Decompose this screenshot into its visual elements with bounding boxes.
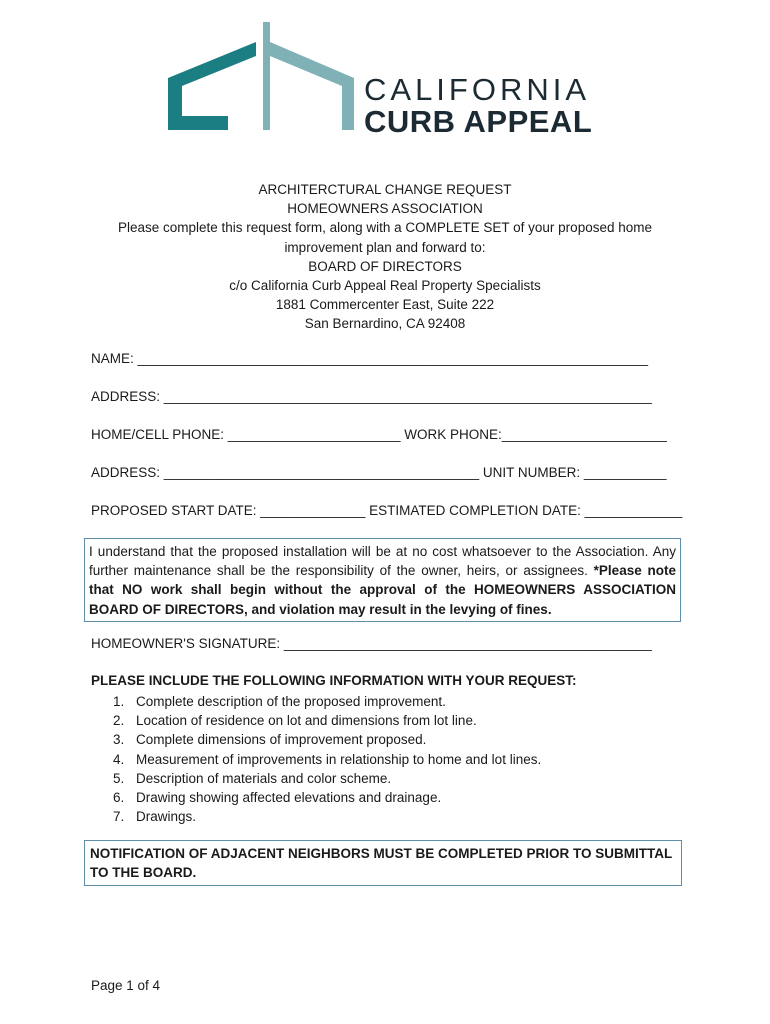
list-item-number: 1.	[113, 694, 125, 709]
form-subtitle: HOMEOWNERS ASSOCIATION	[287, 201, 483, 217]
recipient-company: c/o California Curb Appeal Real Property Specialists	[229, 278, 541, 294]
logo-text-line2: CURB APPEAL	[364, 104, 593, 139]
house-logo-icon	[168, 18, 358, 138]
list-item-number: 2.	[113, 713, 125, 729]
company-logo	[168, 18, 608, 138]
list-item-number: 4.	[113, 751, 125, 767]
neighbors-notice-box: NOTIFICATION OF ADJACENT NEIGHBORS MUST BE COMPLETED PRIOR TO SUBMITTAL TO THE BOARD.	[84, 840, 682, 886]
logo-text-line1: CALIFORNIA	[364, 72, 591, 107]
list-item	[91, 769, 541, 788]
list-item	[91, 788, 541, 807]
list-item-number: 3.	[113, 732, 125, 748]
form-header	[60, 180, 710, 334]
page-number: Page 1 of 4	[91, 978, 161, 993]
list-item	[91, 730, 541, 749]
list-item	[91, 750, 541, 769]
cost-notice-text: I understand that the proposed installation will be at no cost whatsoever to the Association. Any further maintenance shall be the responsibility of the owner, heirs, or assignees.	[89, 544, 676, 579]
cost-notice-box	[84, 538, 681, 622]
list-item-number: 5.	[113, 770, 125, 786]
list-item-text: Complete dimensions of improvement proposed.	[136, 732, 427, 748]
list-item-text: Drawing showing affected elevations and drainage.	[136, 790, 442, 806]
address-unit-fields[interactable]: ADDRESS: __________________________________________ UNIT NUMBER: ___________	[91, 465, 667, 480]
list-item-text: Description of materials and color scheme.	[136, 770, 392, 786]
requirements-title: PLEASE INCLUDE THE FOLLOWING INFORMATION WITH YOUR REQUEST:	[91, 673, 577, 688]
date-fields[interactable]: PROPOSED START DATE: ______________ ESTIMATED COMPLETION DATE: _____________	[91, 503, 683, 518]
address-field[interactable]: ADDRESS: _________________________________________________________________	[91, 389, 652, 404]
list-item-number: 7.	[113, 809, 125, 825]
list-item-text: Location of residence on lot and dimensions from lot line.	[136, 713, 477, 729]
recipient-city: San Bernardino, CA 92408	[304, 316, 466, 332]
list-item-text: Drawings.	[136, 809, 197, 825]
recipient-board: BOARD OF DIRECTORS	[308, 258, 462, 274]
list-item	[91, 692, 541, 711]
name-field[interactable]: NAME: ____________________________________________________________________	[91, 351, 649, 366]
list-item-text: Measurement of improvements in relationship to home and lot lines.	[136, 751, 542, 767]
phone-fields[interactable]: HOME/CELL PHONE: _______________________ WORK PHONE:______________________	[91, 427, 667, 442]
recipient-street: 1881 Commercenter East, Suite 222	[275, 297, 495, 313]
form-title: ARCHITERCTURAL CHANGE REQUEST	[258, 182, 512, 197]
instructions-line-1: Please complete this request form, along with a COMPLETE SET of your proposed home	[117, 220, 652, 236]
signature-field[interactable]: HOMEOWNER'S SIGNATURE: _________________________________________________	[91, 636, 652, 651]
list-item	[91, 807, 541, 826]
list-item-number: 6.	[113, 790, 125, 806]
approval-warning: *Please note that NO work shall begin without the approval of the HOMEOWNERS ASSOCIATION BOARD OF DIRECTORS, and violation may result in the levying of fines.	[89, 563, 676, 617]
instructions-line-2: improvement plan and forward to:	[284, 239, 486, 255]
requirements-list	[91, 692, 541, 826]
list-item-text: Complete description of the proposed improvement.	[136, 694, 446, 709]
list-item	[91, 711, 541, 730]
